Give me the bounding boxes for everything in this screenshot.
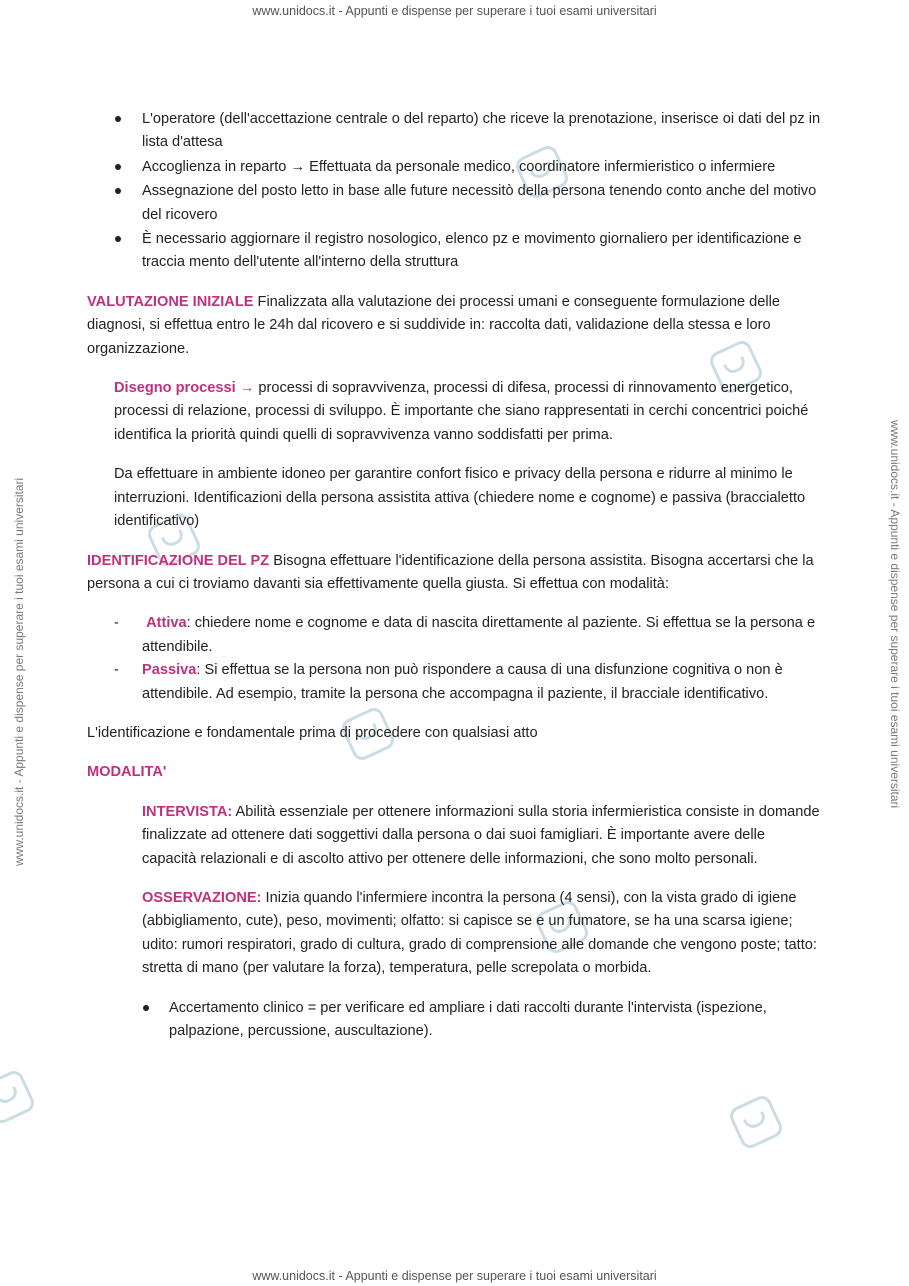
intro-bullet-list [87,108,822,275]
header-banner: www.unidocs.it - Appunti e dispense per superare i tuoi esami universitari [252,4,657,18]
accertamento-list [87,997,822,1044]
osservazione-heading: OSSERVAZIONE: [142,889,262,906]
document-body [87,108,822,1043]
watermark-logo-icon [0,1068,37,1126]
identificazione-text: Bisogna effettuare l'identificazione della persona assistita. Bisogna accertarsi che la persona a cui ci troviamo davanti sia effettivamente quella giusta. Si effettua con modalità: [87,552,814,592]
list-item [87,612,822,659]
disegno-text: processi di sopravvivenza, processi di difesa, processi di rinnovamento energetico, processi di relazione, processi di sviluppo. È importante che siano rappresentati in cerchi concentrici poiché identifica la priorità quindi quelli di sopravvivenza vanno soddisfatti per prima. [114,380,809,443]
intervista-text: Abilità essenziale per ottenere informazioni sulla storia infermieristica consiste in domande finalizzate ad ottenere dati soggettivi dalla persona o dai suoi famigliari. È importante avere delle capacità relazionali e di ascolto attivo per ottenere delle informazioni, che sono molto personali. [142,803,820,867]
side-watermark-left: www.unidocs.it - Appunti e dispense per superare i tuoi esami universitari [12,477,26,866]
watermark-logo-icon [727,1093,785,1151]
mode-text: : Si effettua se la persona non può rispondere a causa di una disfunzione cognitiva o non è attendibile. Ad esempio, tramite la persona che accompagna il paziente, il bracciale identificativo. [142,662,783,702]
list-item: Accoglienza in reparto → Effettuata da personale medico, coordinatore infermieristico o infermiere [87,156,822,179]
identificazione-heading: IDENTIFICAZIONE DEL PZ [87,552,270,569]
mode-label: Attiva [146,615,187,632]
list-item: È necessario aggiornare il registro nosologico, elenco pz e movimento giornaliero per identificazione e traccia mento dell'utente all'interno della struttura [87,228,822,275]
list-item [87,659,822,706]
list-item: Accertamento clinico = per verificare ed ampliare i dati raccolti durante l'intervista (ispezione, palpazione, percussione, auscultazione). [87,997,822,1044]
identificazione-paragraph [87,550,822,597]
disegno-paragraph [87,377,822,447]
mode-text: : chiedere nome e cognome e data di nascita direttamente al paziente. Si effettua se la persona e attendibile. [142,615,816,655]
intervista-paragraph [87,801,822,871]
valutazione-heading: VALUTAZIONE INIZIALE [87,293,254,310]
list-item: L'operatore (dell'accettazione centrale o del reparto) che riceve la prenotazione, inserisce oi dati del pz in lista d'attesa [87,108,822,155]
intervista-heading: INTERVISTA: [142,803,233,820]
osservazione-text: Inizia quando l'infermiere incontra la persona (4 sensi), con la vista grado di igiene (abbigliamento, cute), peso, movimenti; olfatto: si capisce se e un fumatore, se ha una scarsa igiene; udito: rumori respiratori, grado di cultura, grado di comprensione alle domande che vengono poste; tatto: stretta di mano (per valutare la forza), temperatura, pelle screpolata o morbida. [142,889,817,977]
mode-label: Passiva [142,662,197,679]
identificazione-note: L'identificazione e fondamentale prima di procedere con qualsiasi atto [87,724,538,741]
modalita-heading: MODALITA' [87,764,167,781]
valutazione-paragraph [87,291,822,361]
footer-banner: www.unidocs.it - Appunti e dispense per superare i tuoi esami universitari [252,1269,657,1283]
disegno-heading: Disegno processi → [114,380,255,397]
osservazione-paragraph [87,887,822,981]
modes-list [87,612,822,706]
valutazione-text: Finalizzata alla valutazione dei processi umani e conseguente formulazione delle diagnosi, si effettua entro le 24h dal ricovero e si suddivide in: raccolta dati, validazione della stessa e loro organizzazione. [87,293,780,357]
list-item: Assegnazione del posto letto in base alle future necessitò della persona tenendo conto anche del motivo del ricovero [87,180,822,227]
side-watermark-right: www.unidocs.it - Appunti e dispense per superare i tuoi esami universitari [888,420,902,809]
ambiente-paragraph: Da effettuare in ambiente idoneo per garantire confort fisico e privacy della persona e ridurre al minimo le interruzioni. Identificazioni della persona assistita attiva (chiedere nome e cognome) e passiva (braccialetto identificativo) [114,466,806,530]
